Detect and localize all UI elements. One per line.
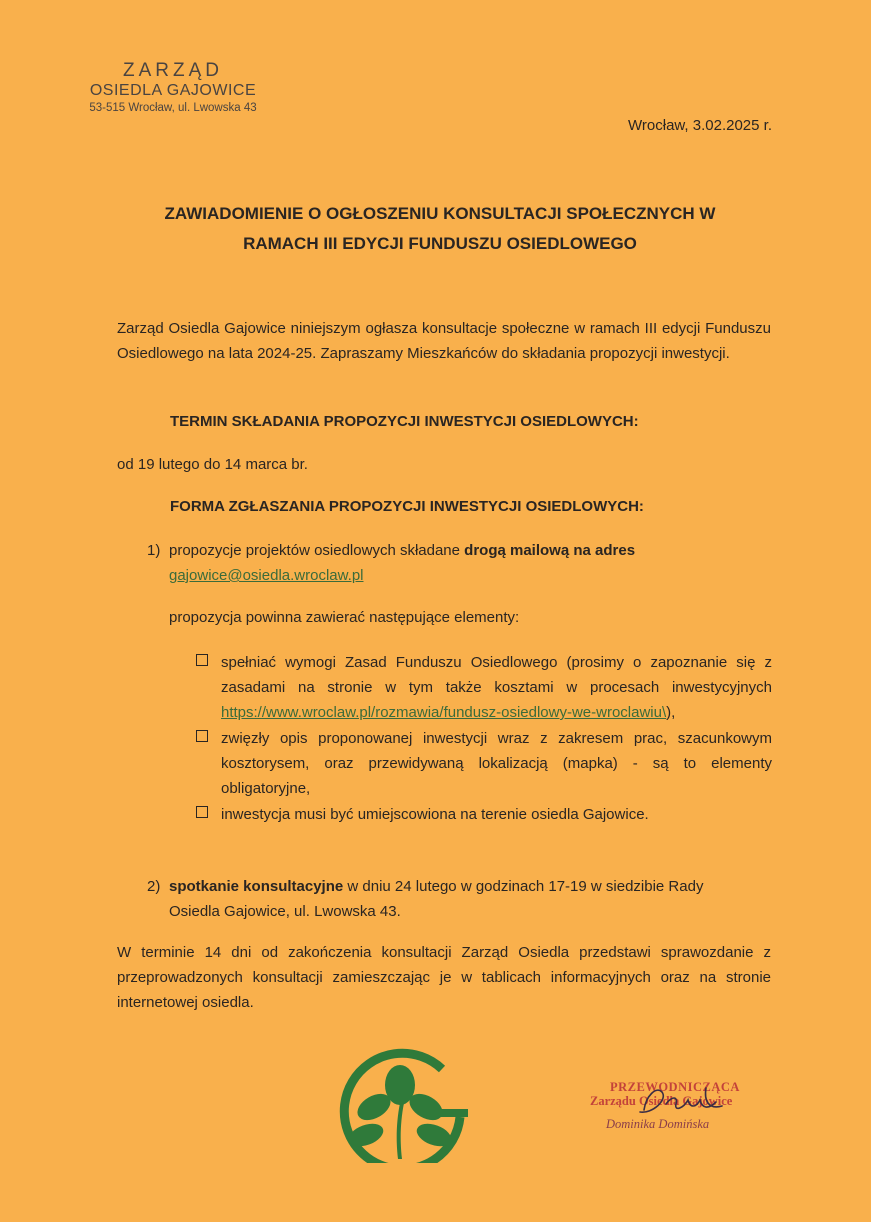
title-line2: RAMACH III EDYCJI FUNDUSZU OSIEDLOWEGO	[243, 234, 637, 253]
checklist-item-description	[196, 726, 772, 801]
document-title	[90, 199, 790, 259]
stamp-name: Dominika Domińska	[606, 1117, 710, 1131]
stamp-organization: Zarządu Osiedla Gajowice	[590, 1094, 733, 1108]
letterhead-line2: OSIEDLA GAJOWICE	[89, 82, 257, 99]
meeting-bold-text: spotkanie konsultacyjne	[169, 878, 344, 895]
item-number: 1)	[147, 542, 161, 559]
checklist-item-location	[196, 802, 772, 827]
title-line1: ZAWIADOMIENIE O OGŁOSZENIU KONSULTACJI SPOŁECZNYCH W	[164, 204, 716, 223]
closing-paragraph: W terminie 14 dni od zakończenia konsultacji Zarząd Osiedla przedstawi sprawozdanie z przeprowadzonych konsultacji zamieszczając je w tablicach informacyjnych oraz na stronie internetowej osiedla.	[117, 944, 771, 1011]
checkbox-icon	[196, 806, 208, 818]
gajowice-logo-icon	[320, 1043, 480, 1163]
checklist-item-suffix: ),	[666, 704, 676, 721]
checklist-item-text: inwestycja musi być umiejscowiona na terenie osiedla Gajowice.	[221, 806, 649, 823]
document-date: Wrocław, 3.02.2025 r.	[628, 117, 772, 134]
letterhead	[88, 60, 258, 116]
item1-text: propozycje projektów osiedlowych składane	[169, 542, 465, 559]
elements-intro: propozycja powinna zawierać następujące elementy:	[169, 609, 520, 626]
item-number: 2)	[147, 878, 161, 895]
signature-icon	[626, 1082, 736, 1118]
item1-bold-text: drogą mailową na adres	[464, 542, 636, 559]
term-heading: TERMIN SKŁADANIA PROPOZYCJI INWESTYCJI OSIEDLOWYCH:	[170, 413, 639, 430]
term-text: od 19 lutego do 14 marca br.	[117, 456, 308, 473]
meeting-text: w dniu 24 lutego w godzinach 17-19 w siedzibie Rady	[343, 878, 704, 895]
checkbox-icon	[196, 730, 208, 742]
signature-stamp	[586, 1080, 756, 1140]
form-heading: FORMA ZGŁASZANIA PROPOZYCJI INWESTYCJI OSIEDLOWYCH:	[170, 498, 644, 515]
checkbox-icon	[196, 654, 208, 666]
list-item-email	[147, 538, 777, 588]
stamp-title: PRZEWODNICZĄCA	[610, 1080, 740, 1094]
email-link[interactable]: gajowice@osiedla.wroclaw.pl	[169, 567, 364, 584]
checklist-item-text: spełniać wymogi Zasad Funduszu Osiedlowego (prosimy o zapoznanie się z zasadami na stronie w tym także kosztami w procesach inwestycyjnych	[221, 654, 772, 696]
checklist-item-rules	[196, 650, 772, 725]
letterhead-line1: ZARZĄD	[123, 60, 223, 81]
letterhead-address: 53-515 Wrocław, ul. Lwowska 43	[89, 102, 257, 114]
meeting-location: Osiedla Gajowice, ul. Lwowska 43.	[169, 903, 401, 920]
checklist-item-text: zwięzły opis proponowanej inwestycji wraz z zakresem prac, szacunkowym kosztorysem, oraz przewidywaną lokalizacją (mapka) - są to elementy obligatoryjne,	[221, 730, 772, 797]
intro-paragraph: Zarząd Osiedla Gajowice niniejszym ogłasza konsultacje społeczne w ramach III edycji Funduszu Osiedlowego na lata 2024-25. Zapraszamy Mieszkańców do składania propozycji inwestycji.	[117, 320, 771, 362]
list-item-meeting	[147, 874, 777, 924]
fund-rules-link[interactable]: https://www.wroclaw.pl/rozmawia/fundusz-osiedlowy-we-wroclawiu\	[221, 704, 667, 721]
